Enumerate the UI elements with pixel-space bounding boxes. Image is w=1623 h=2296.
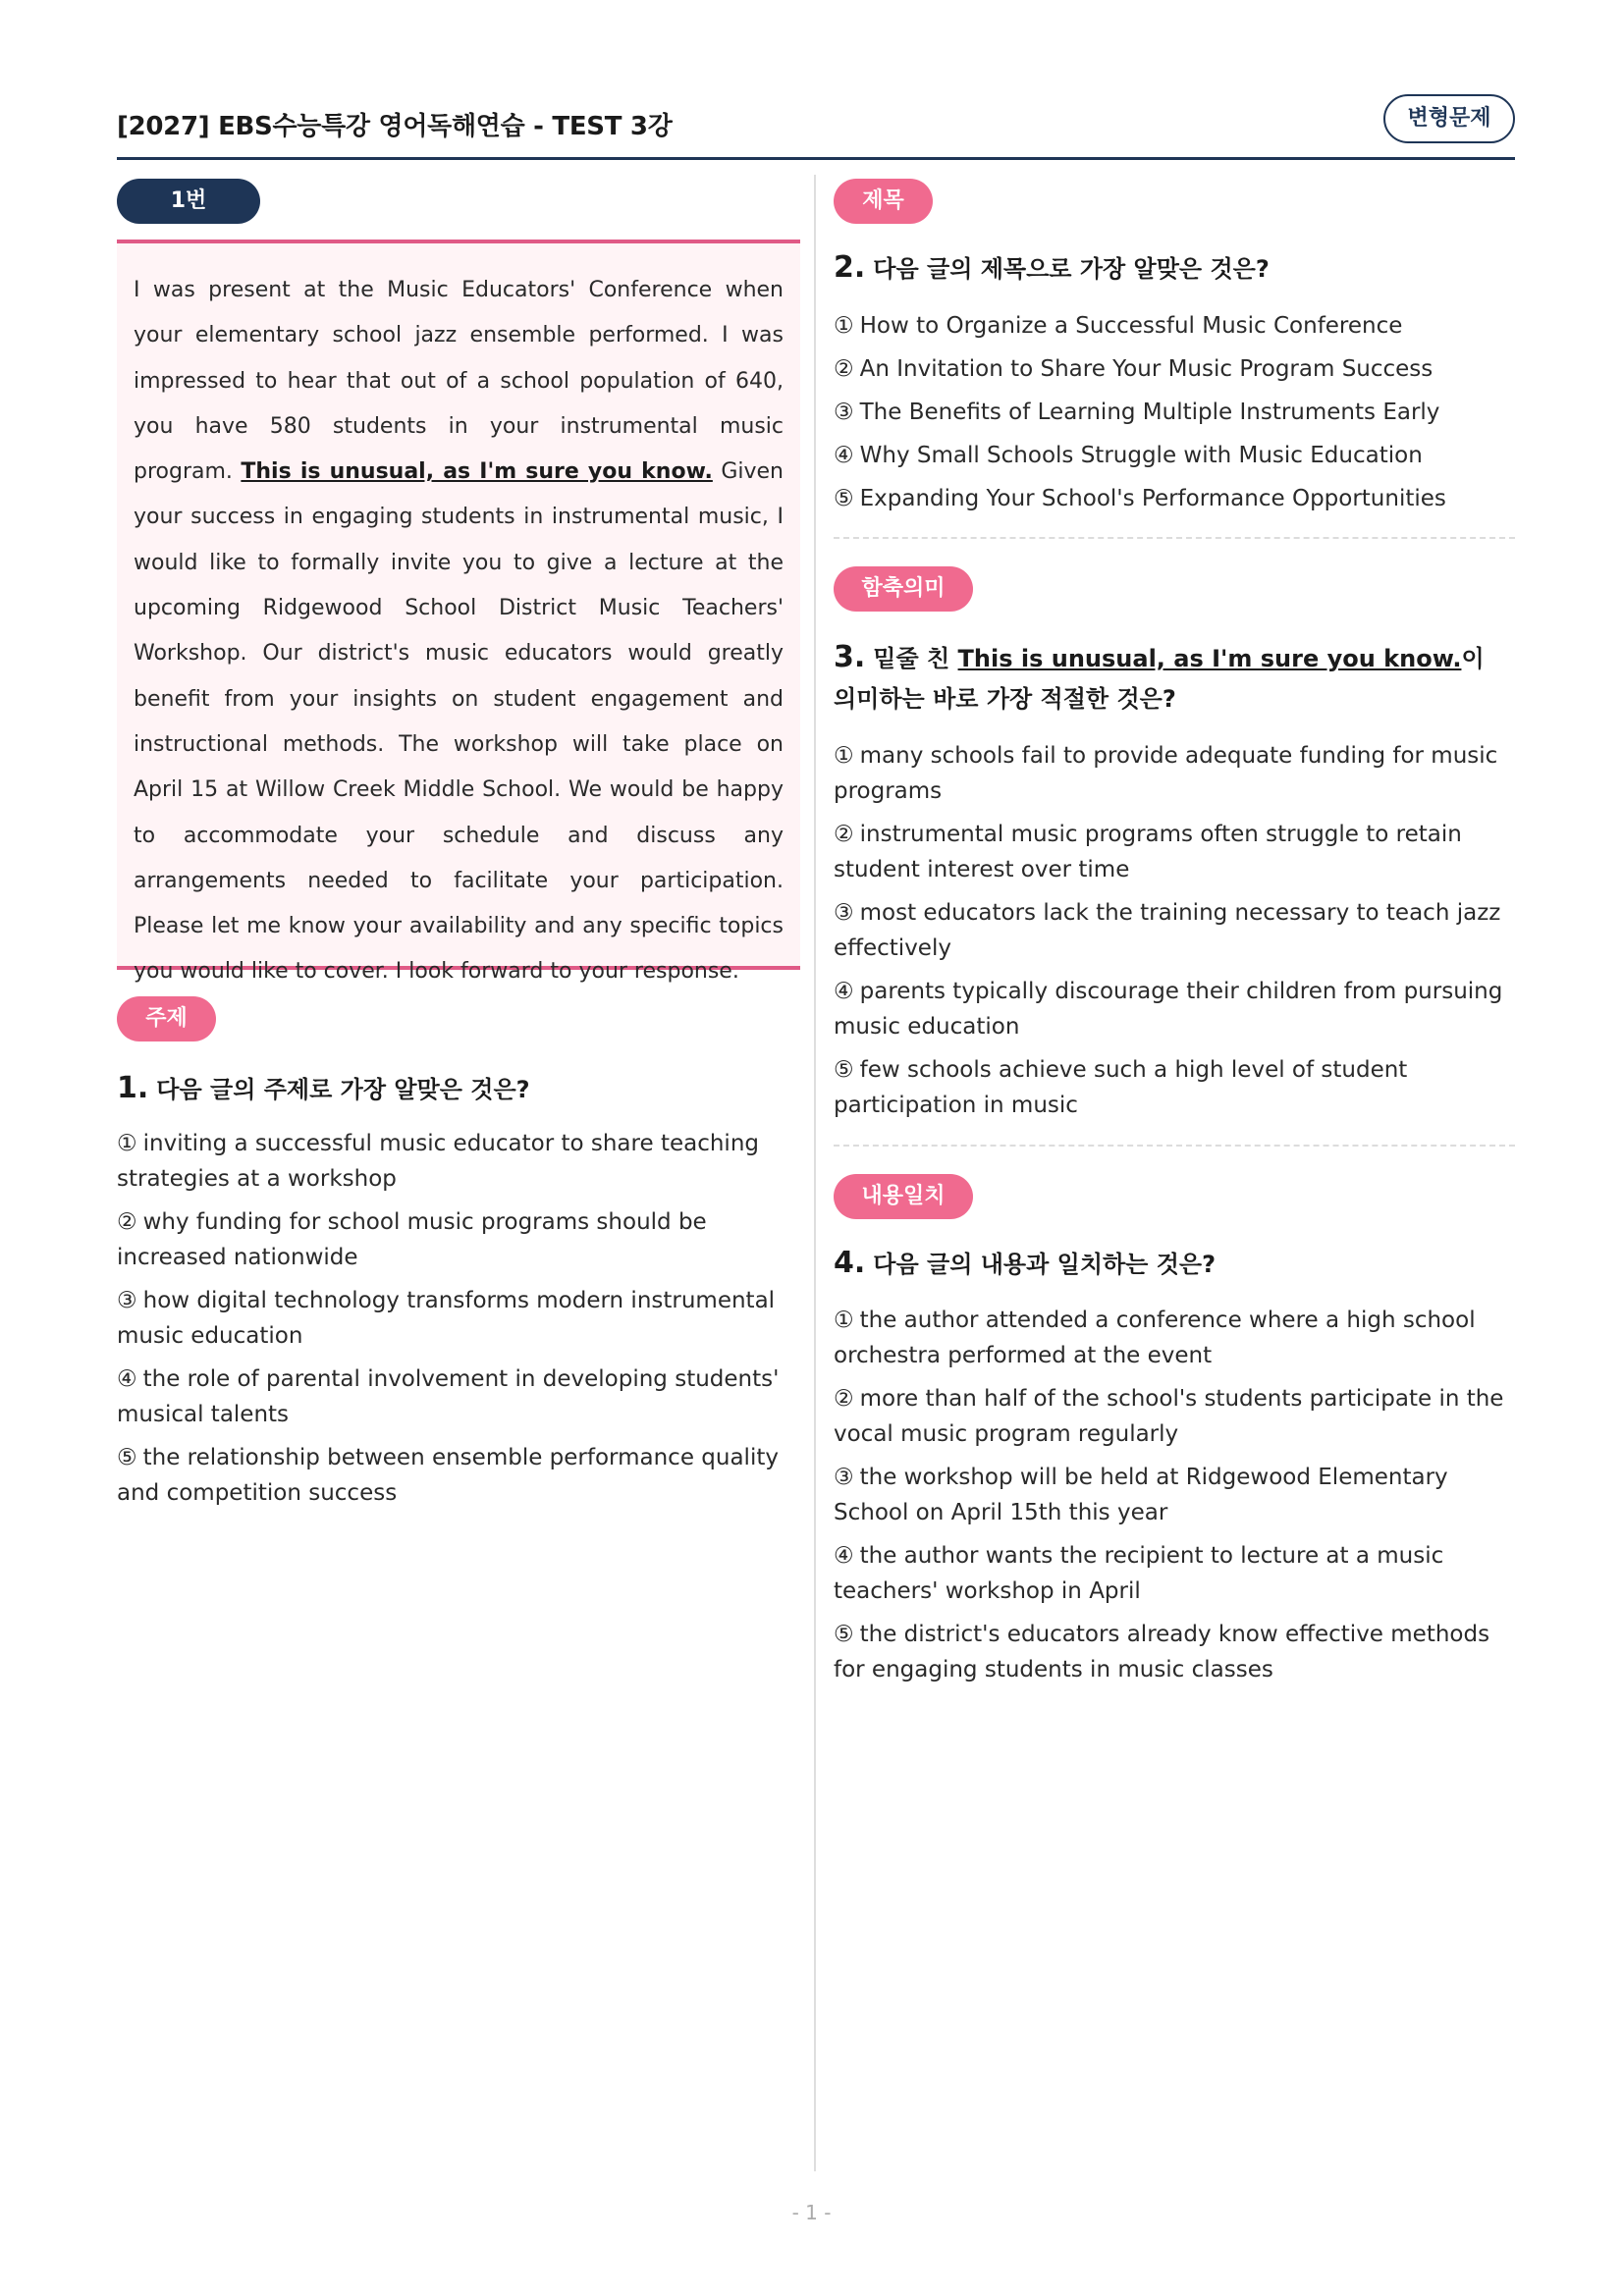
option-marker: ③ bbox=[834, 900, 854, 926]
option-text: An Invitation to Share Your Music Program Success bbox=[859, 356, 1434, 382]
question-number: 2. bbox=[834, 250, 866, 285]
question-4-title bbox=[834, 1243, 1515, 1285]
question-prompt: 다음 글의 내용과 일치하는 것은? bbox=[873, 1251, 1217, 1278]
question-3-options bbox=[834, 738, 1515, 1123]
question-prompt: 다음 글의 제목으로 가장 알맞은 것은? bbox=[873, 255, 1270, 283]
option-text: The Benefits of Learning Multiple Instruments Early bbox=[859, 400, 1440, 425]
option-item[interactable] bbox=[834, 738, 1515, 809]
option-marker: ② bbox=[834, 822, 854, 847]
option-item[interactable] bbox=[834, 1303, 1515, 1373]
option-text: the district's educators already know effective methods for engaging students in music classes bbox=[834, 1622, 1490, 1682]
option-text: Why Small Schools Struggle with Music Education bbox=[859, 443, 1423, 468]
exam-title: [2027] EBS수능특강 영어독해연습 - TEST 3강 bbox=[117, 112, 673, 141]
option-item[interactable] bbox=[117, 1204, 804, 1275]
option-marker: ⑤ bbox=[834, 486, 854, 511]
option-item[interactable] bbox=[117, 1362, 804, 1432]
option-marker: ① bbox=[834, 313, 854, 339]
passage-box bbox=[117, 240, 800, 985]
option-marker: ③ bbox=[834, 1465, 854, 1490]
option-item[interactable] bbox=[834, 1052, 1515, 1123]
option-text: inviting a successful music educator to share teaching strategies at a workshop bbox=[117, 1131, 759, 1192]
option-item[interactable] bbox=[834, 438, 1515, 473]
option-item[interactable] bbox=[834, 817, 1515, 887]
passage-text-after: Given your success in engaging students in instrumental music, I would like to formally invite you to give a lecture at the upcoming Ridgewood School District Music Teachers' Workshop. Our district's music educators would greatly benefit from your insights on student engagement and instructional methods. The workshop will take place on April 15 at Willow Creek Middle School. We would be happy to accommodate your schedule and discuss any arrangements needed to facilitate your participation. Please let me know your availability and any specific topics you would like to cover. I look forward to your response. bbox=[134, 459, 784, 985]
option-item[interactable] bbox=[117, 1440, 804, 1511]
option-marker: ④ bbox=[834, 443, 854, 468]
option-item[interactable] bbox=[834, 1617, 1515, 1687]
option-text: instrumental music programs often struggle to retain student interest over time bbox=[834, 822, 1462, 882]
option-text: the role of parental involvement in developing students' musical talents bbox=[117, 1366, 780, 1427]
question-tag-implication: 함축의미 bbox=[834, 566, 973, 612]
option-item[interactable] bbox=[834, 974, 1515, 1044]
option-marker: ③ bbox=[117, 1288, 137, 1313]
question-prompt-prefix: 밑줄 친 bbox=[873, 645, 958, 672]
question-number: 4. bbox=[834, 1246, 866, 1280]
option-text: the workshop will be held at Ridgewood Elementary School on April 15th this year bbox=[834, 1465, 1448, 1525]
question-number: 3. bbox=[834, 640, 866, 674]
option-text: how digital technology transforms modern instrumental music education bbox=[117, 1288, 776, 1349]
question-4-options bbox=[834, 1303, 1515, 1687]
question-3-title bbox=[834, 637, 1515, 720]
option-marker: ① bbox=[834, 743, 854, 769]
page-number: - 1 - bbox=[791, 2201, 832, 2224]
option-marker: ④ bbox=[834, 1543, 854, 1569]
option-text: Expanding Your School's Performance Opportunities bbox=[859, 486, 1446, 511]
option-marker: ④ bbox=[117, 1366, 137, 1392]
question-tag-topic: 주제 bbox=[117, 996, 216, 1041]
passage-number-label: 1번 bbox=[117, 179, 260, 224]
option-text: parents typically discourage their children from pursuing music education bbox=[834, 979, 1503, 1040]
option-item[interactable] bbox=[117, 1126, 804, 1197]
option-item[interactable] bbox=[834, 1381, 1515, 1452]
option-marker: ① bbox=[117, 1131, 137, 1156]
variant-badge: 변형문제 bbox=[1383, 94, 1515, 143]
passage-underlined-phrase: This is unusual, as I'm sure you know. bbox=[241, 459, 713, 485]
option-marker: ① bbox=[834, 1308, 854, 1333]
question-tag-content-match: 내용일치 bbox=[834, 1174, 973, 1219]
question-number: 1. bbox=[117, 1071, 149, 1105]
option-item[interactable] bbox=[834, 308, 1515, 344]
option-text: why funding for school music programs should be increased nationwide bbox=[117, 1209, 707, 1270]
option-text: few schools achieve such a high level of student participation in music bbox=[834, 1057, 1408, 1118]
option-item[interactable] bbox=[834, 1460, 1515, 1530]
question-2-options bbox=[834, 308, 1515, 516]
option-item[interactable] bbox=[834, 1538, 1515, 1609]
option-text: more than half of the school's students participate in the vocal music program regularly bbox=[834, 1386, 1504, 1447]
option-marker: ④ bbox=[834, 979, 854, 1004]
passage-text-before: I was present at the Music Educators' Conference when your elementary school jazz ensemble performed. I was impressed to hear that out of a school population of 640, you have 580 students in your instrumental music program. bbox=[134, 278, 784, 485]
option-text: most educators lack the training necessary to teach jazz effectively bbox=[834, 900, 1501, 961]
option-text: How to Organize a Successful Music Conference bbox=[859, 313, 1403, 339]
option-text: the author wants the recipient to lecture at a music teachers' workshop in April bbox=[834, 1543, 1444, 1604]
option-marker: ⑤ bbox=[834, 1622, 854, 1647]
question-prompt-suffix: 이 의미하는 바로 가장 적절한 것은? bbox=[834, 645, 1485, 713]
option-text: the relationship between ensemble performance quality and competition success bbox=[117, 1445, 779, 1506]
header-divider bbox=[117, 157, 1515, 160]
question-separator bbox=[834, 537, 1515, 539]
option-marker: ⑤ bbox=[117, 1445, 137, 1470]
option-item[interactable] bbox=[117, 1283, 804, 1354]
option-marker: ⑤ bbox=[834, 1057, 854, 1083]
option-item[interactable] bbox=[834, 481, 1515, 516]
option-marker: ③ bbox=[834, 400, 854, 425]
option-item[interactable] bbox=[834, 395, 1515, 430]
question-2-title bbox=[834, 247, 1515, 290]
option-item[interactable] bbox=[834, 895, 1515, 966]
option-text: many schools fail to provide adequate funding for music programs bbox=[834, 743, 1498, 804]
question-separator bbox=[834, 1145, 1515, 1147]
option-marker: ② bbox=[834, 356, 854, 382]
question-prompt: 다음 글의 주제로 가장 알맞은 것은? bbox=[156, 1076, 530, 1103]
question-1-title bbox=[117, 1068, 804, 1110]
passage-text bbox=[134, 268, 784, 995]
option-text: the author attended a conference where a high school orchestra performed at the event bbox=[834, 1308, 1476, 1368]
column-divider bbox=[814, 175, 816, 2171]
option-marker: ② bbox=[117, 1209, 137, 1235]
question-tag-title: 제목 bbox=[834, 179, 933, 224]
option-marker: ② bbox=[834, 1386, 854, 1412]
question-1-options bbox=[117, 1126, 804, 1511]
option-item[interactable] bbox=[834, 351, 1515, 387]
page-header bbox=[117, 94, 1515, 159]
question-prompt-underlined: This is unusual, as I'm sure you know. bbox=[957, 645, 1462, 672]
